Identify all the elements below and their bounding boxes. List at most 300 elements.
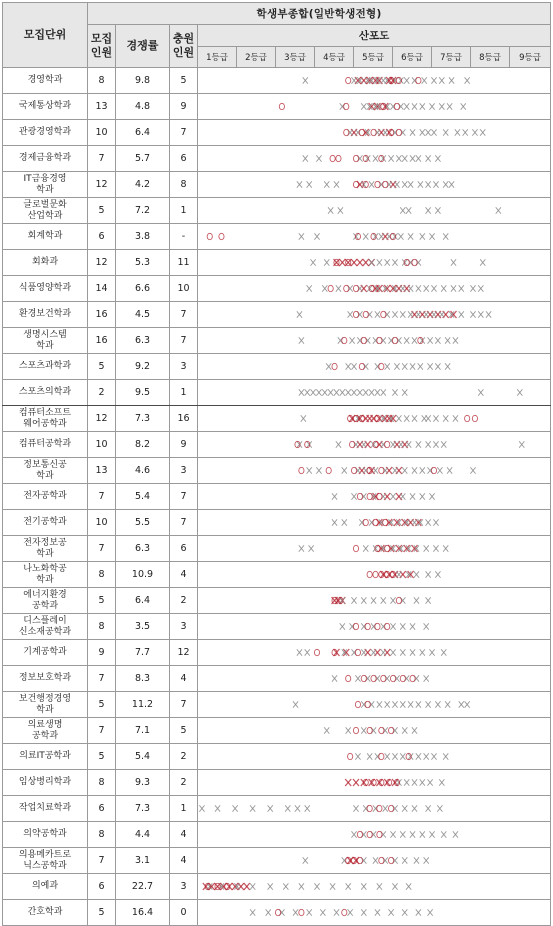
- rate-value: 6.3: [116, 536, 170, 562]
- scatter-mark-x: [410, 623, 415, 629]
- scatter-mark-o: [381, 675, 386, 681]
- extra-value: 2: [170, 770, 198, 796]
- scatter-mark-x: [517, 389, 522, 395]
- scatter-mark-x: [426, 155, 431, 161]
- scatter-cell: [198, 718, 551, 744]
- scatter-mark-o: [379, 467, 384, 473]
- scatter-plot: [198, 874, 550, 899]
- scatter-mark-x: [459, 311, 464, 317]
- table-row: [3, 94, 551, 120]
- scatter-mark-x: [429, 649, 434, 655]
- scatter-mark-x: [404, 103, 409, 109]
- grade-header: 5등급: [354, 47, 393, 68]
- scatter-cell: [198, 146, 551, 172]
- scatter-mark-x: [461, 103, 466, 109]
- scatter-mark-x: [441, 831, 446, 837]
- scatter-mark-o: [207, 233, 212, 239]
- scatter-mark-x: [400, 649, 405, 655]
- scatter-mark-o: [389, 805, 394, 811]
- scatter-cell: [198, 94, 551, 120]
- quota-value: 6: [88, 796, 116, 822]
- scatter-mark-o: [344, 103, 349, 109]
- scatter-mark-x: [377, 883, 382, 889]
- scatter-cell: [198, 900, 551, 926]
- unit-name: 식품영양학과: [3, 276, 88, 302]
- unit-name: 에너지환경 공학과: [3, 588, 88, 614]
- scatter-mark-x: [410, 155, 415, 161]
- scatter-mark-x: [293, 909, 298, 915]
- scatter-mark-o: [365, 701, 370, 707]
- extra-value: 7: [170, 328, 198, 354]
- scatter-plot: [198, 302, 550, 327]
- scatter-mark-x: [342, 519, 347, 525]
- table-row: [3, 536, 551, 562]
- extra-value: 3: [170, 614, 198, 640]
- scatter-mark-x: [424, 623, 429, 629]
- scatter-mark-o: [361, 337, 366, 343]
- scatter-mark-x: [410, 649, 415, 655]
- scatter-mark-x: [443, 415, 448, 421]
- table-row: [3, 198, 551, 224]
- table-row: [3, 302, 551, 328]
- scatter-mark-x: [324, 259, 329, 265]
- quota-value: 10: [88, 510, 116, 536]
- scatter-mark-x: [429, 493, 434, 499]
- scatter-cell: [198, 198, 551, 224]
- table-row: [3, 718, 551, 744]
- unit-name: 컴퓨터공학과: [3, 432, 88, 458]
- scatter-mark-o: [383, 519, 388, 525]
- scatter-mark-x: [420, 493, 425, 499]
- scatter-plot: [198, 848, 550, 873]
- scatter-mark-x: [299, 389, 304, 395]
- scatter-plot: [198, 276, 550, 301]
- scatter-mark-x: [404, 337, 409, 343]
- scatter-mark-x: [316, 155, 321, 161]
- scatter-mark-x: [443, 129, 448, 135]
- scatter-mark-x: [316, 389, 321, 395]
- extra-value: 5: [170, 718, 198, 744]
- scatter-mark-x: [410, 493, 415, 499]
- rate-value: 6.3: [116, 328, 170, 354]
- scatter-cell: [198, 484, 551, 510]
- scatter-mark-o: [350, 441, 355, 447]
- scatter-mark-x: [351, 389, 356, 395]
- scatter-mark-x: [369, 389, 374, 395]
- quota-value: 14: [88, 276, 116, 302]
- scatter-mark-x: [390, 597, 395, 603]
- scatter-mark-x: [431, 129, 436, 135]
- scatter-mark-x: [396, 155, 401, 161]
- scatter-mark-x: [406, 207, 411, 213]
- scatter-cell: [198, 276, 551, 302]
- scatter-mark-x: [420, 649, 425, 655]
- extra-value: 11: [170, 250, 198, 276]
- extra-value: 12: [170, 640, 198, 666]
- rate-value: 5.3: [116, 250, 170, 276]
- scatter-mark-x: [373, 467, 378, 473]
- quota-value: 9: [88, 640, 116, 666]
- scatter-cell: [198, 250, 551, 276]
- scatter-mark-o: [348, 753, 353, 759]
- scatter-mark-x: [250, 909, 255, 915]
- scatter-mark-o: [431, 467, 436, 473]
- scatter-mark-x: [443, 181, 448, 187]
- quota-value: 8: [88, 614, 116, 640]
- extra-value: 1: [170, 380, 198, 406]
- scatter-mark-x: [426, 441, 431, 447]
- quota-value: 5: [88, 198, 116, 224]
- scatter-mark-x: [303, 77, 308, 83]
- scatter-plot: [198, 406, 550, 431]
- scatter-mark-x: [453, 415, 458, 421]
- scatter-mark-x: [390, 623, 395, 629]
- scatter-mark-o: [390, 675, 395, 681]
- unit-name: 전자공학과: [3, 484, 88, 510]
- scatter-mark-x: [465, 77, 470, 83]
- scatter-mark-x: [420, 129, 425, 135]
- scatter-mark-x: [412, 727, 417, 733]
- extra-value: 3: [170, 458, 198, 484]
- scatter-mark-o: [389, 857, 394, 863]
- scatter-mark-o: [375, 181, 380, 187]
- scatter-mark-o: [299, 467, 304, 473]
- scatter-mark-x: [439, 77, 444, 83]
- scatter-mark-x: [383, 805, 388, 811]
- scatter-mark-o: [375, 623, 380, 629]
- scatter-mark-o: [353, 155, 358, 161]
- unit-name: 회계학과: [3, 224, 88, 250]
- scatter-mark-x: [371, 649, 376, 655]
- scatter-mark-x: [297, 181, 302, 187]
- quota-value: 7: [88, 718, 116, 744]
- scatter-mark-x: [385, 753, 390, 759]
- scatter-mark-x: [309, 545, 314, 551]
- scatter-mark-x: [301, 415, 306, 421]
- scatter-mark-x: [402, 467, 407, 473]
- scatter-mark-x: [361, 441, 366, 447]
- scatter-mark-x: [375, 909, 380, 915]
- scatter-mark-x: [400, 207, 405, 213]
- table-row: [3, 796, 551, 822]
- scatter-mark-x: [351, 831, 356, 837]
- scatter-mark-x: [351, 597, 356, 603]
- table-row: [3, 562, 551, 588]
- scatter-mark-x: [408, 233, 413, 239]
- scatter-mark-x: [437, 467, 442, 473]
- scatter-mark-x: [350, 337, 355, 343]
- scatter-mark-x: [519, 441, 524, 447]
- scatter-mark-x: [470, 467, 475, 473]
- quota-value: 13: [88, 458, 116, 484]
- scatter-mark-o: [359, 129, 364, 135]
- scatter-cell: [198, 302, 551, 328]
- unit-name: 디스플레이 신소재공학과: [3, 614, 88, 640]
- scatter-mark-o: [373, 519, 378, 525]
- extra-header: 충원 인원: [170, 25, 198, 68]
- rate-value: 9.5: [116, 380, 170, 406]
- scatter-mark-x: [297, 311, 302, 317]
- scatter-mark-x: [404, 415, 409, 421]
- extra-value: 10: [170, 276, 198, 302]
- scatter-mark-x: [285, 805, 290, 811]
- scatter-cell: [198, 822, 551, 848]
- scatter-mark-x: [424, 285, 429, 291]
- scatter-mark-x: [439, 103, 444, 109]
- scatter-mark-x: [266, 909, 271, 915]
- scatter-plot: [198, 822, 550, 847]
- scatter-mark-x: [389, 909, 394, 915]
- scatter-mark-x: [381, 389, 386, 395]
- scatter-mark-o: [383, 181, 388, 187]
- scatter-plot: [198, 484, 550, 509]
- unit-name: 의료생명 공학과: [3, 718, 88, 744]
- scatter-mark-x: [424, 753, 429, 759]
- scatter-mark-x: [392, 259, 397, 265]
- scatter-mark-x: [441, 649, 446, 655]
- scatter-mark-o: [355, 701, 360, 707]
- scatter-mark-x: [414, 597, 419, 603]
- scatter-mark-o: [381, 311, 386, 317]
- scatter-mark-x: [470, 311, 475, 317]
- scatter-mark-x: [390, 493, 395, 499]
- scatter-mark-o: [367, 727, 372, 733]
- scatter-mark-o: [385, 623, 390, 629]
- unit-name: 작업치료학과: [3, 796, 88, 822]
- scatter-mark-x: [470, 285, 475, 291]
- scatter-mark-o: [353, 623, 358, 629]
- rate-value: 4.2: [116, 172, 170, 198]
- scatter-mark-x: [433, 519, 438, 525]
- unit-name: 국제통상학과: [3, 94, 88, 120]
- scatter-mark-x: [351, 493, 356, 499]
- scatter-mark-x: [361, 727, 366, 733]
- scatter-mark-x: [324, 181, 329, 187]
- scatter-mark-x: [307, 467, 312, 473]
- scatter-mark-x: [361, 103, 366, 109]
- scatter-mark-x: [283, 883, 288, 889]
- scatter-mark-x: [340, 389, 345, 395]
- scatter-mark-x: [314, 233, 319, 239]
- scatter-mark-x: [426, 415, 431, 421]
- scatter-mark-x: [400, 493, 405, 499]
- scatter-mark-x: [346, 363, 351, 369]
- scatter-mark-o: [472, 415, 477, 421]
- scatter-mark-o: [342, 337, 347, 343]
- scatter-mark-x: [334, 909, 339, 915]
- scatter-mark-red: [339, 259, 345, 266]
- scatter-mark-o: [344, 285, 349, 291]
- scatter-mark-x: [322, 285, 327, 291]
- scatter-mark-x: [307, 181, 312, 187]
- table-row: [3, 68, 551, 94]
- scatter-mark-x: [398, 441, 403, 447]
- scatter-mark-o: [379, 727, 384, 733]
- scatter-mark-o: [330, 155, 335, 161]
- unit-name: 컴퓨터소프트 웨어공학과: [3, 406, 88, 432]
- scatter-mark-x: [303, 155, 308, 161]
- quota-value: 6: [88, 224, 116, 250]
- scatter-mark-x: [486, 311, 491, 317]
- scatter-mark-x: [441, 285, 446, 291]
- unit-name: 회화과: [3, 250, 88, 276]
- table-row: [3, 744, 551, 770]
- scatter-mark-x: [385, 259, 390, 265]
- scatter-mark-x: [320, 909, 325, 915]
- unit-name: 경제금융학과: [3, 146, 88, 172]
- scatter-plot: [198, 94, 550, 119]
- scatter-plot: [198, 614, 550, 639]
- grade-header: 4등급: [315, 47, 354, 68]
- scatter-mark-o: [346, 77, 351, 83]
- scatter-mark-o: [392, 337, 397, 343]
- extra-value: 0: [170, 900, 198, 926]
- unit-name: 기계공학과: [3, 640, 88, 666]
- scatter-mark-o: [396, 129, 401, 135]
- scatter-mark-o: [342, 909, 347, 915]
- table-row: [3, 484, 551, 510]
- scatter-mark-o: [299, 909, 304, 915]
- scatter-mark-x: [412, 467, 417, 473]
- scatter-mark-x: [443, 545, 448, 551]
- scatter-mark-x: [351, 363, 356, 369]
- scatter-cell: [198, 640, 551, 666]
- scatter-mark-x: [297, 649, 302, 655]
- scatter-mark-x: [472, 129, 477, 135]
- scatter-mark-o: [344, 129, 349, 135]
- scatter-mark-x: [433, 441, 438, 447]
- scatter-mark-x: [377, 259, 382, 265]
- scatter-mark-o: [379, 753, 384, 759]
- scatter-mark-x: [435, 701, 440, 707]
- scatter-plot: [198, 744, 550, 769]
- scatter-mark-x: [305, 389, 310, 395]
- scatter-mark-x: [478, 285, 483, 291]
- scatter-mark-o: [353, 727, 358, 733]
- table-row: [3, 354, 551, 380]
- scatter-mark-x: [361, 597, 366, 603]
- scatter-mark-x: [420, 233, 425, 239]
- scatter-mark-x: [418, 363, 423, 369]
- extra-value: 7: [170, 484, 198, 510]
- scatter-mark-o: [363, 311, 368, 317]
- scatter-mark-x: [449, 77, 454, 83]
- scatter-mark-x: [392, 753, 397, 759]
- scatter-cell: [198, 354, 551, 380]
- scatter-mark-red: [363, 259, 369, 266]
- scatter-mark-x: [426, 181, 431, 187]
- scatter-mark-x: [426, 207, 431, 213]
- unit-name: 글로벌문화 산업학과: [3, 198, 88, 224]
- scatter-plot: [198, 120, 550, 145]
- scatter-mark-o: [394, 103, 399, 109]
- scatter-mark-x: [293, 701, 298, 707]
- scatter-mark-o: [367, 571, 372, 577]
- rate-value: 5.5: [116, 510, 170, 536]
- scatter-mark-x: [400, 701, 405, 707]
- scatter-mark-o: [379, 363, 384, 369]
- grade-header: 7등급: [432, 47, 471, 68]
- scatter-mark-o: [359, 363, 364, 369]
- scatter-mark-o: [371, 675, 376, 681]
- scatter-cell: [198, 692, 551, 718]
- scatter-mark-x: [441, 441, 446, 447]
- scatter-mark-o: [389, 727, 394, 733]
- extra-value: 1: [170, 796, 198, 822]
- extra-value: 2: [170, 588, 198, 614]
- unit-name: 전자정보공 학과: [3, 536, 88, 562]
- scatter-mark-x: [437, 805, 442, 811]
- scatter-mark-x: [453, 831, 458, 837]
- scatter-mark-x: [418, 181, 423, 187]
- scatter-plot: [198, 198, 550, 223]
- scatter-mark-x: [428, 779, 433, 785]
- scatter-cell: [198, 614, 551, 640]
- rate-value: 6.4: [116, 120, 170, 146]
- extra-value: 6: [170, 146, 198, 172]
- scatter-mark-o: [385, 545, 390, 551]
- scatter-mark-x: [410, 363, 415, 369]
- unit-name: 보건행정경영 학과: [3, 692, 88, 718]
- scatter-mark-o: [357, 857, 362, 863]
- quota-value: 16: [88, 302, 116, 328]
- extra-value: -: [170, 224, 198, 250]
- quota-value: 8: [88, 770, 116, 796]
- scatter-cell: [198, 588, 551, 614]
- scatter-mark-o: [353, 311, 358, 317]
- scatter-mark-red: [345, 779, 351, 786]
- scatter-mark-x: [305, 649, 310, 655]
- scatter-plot: [198, 718, 550, 743]
- scatter-cell: [198, 432, 551, 458]
- table-row: [3, 692, 551, 718]
- unit-name: 생명시스템 학과: [3, 328, 88, 354]
- quota-value: 13: [88, 94, 116, 120]
- scatter-mark-x: [424, 545, 429, 551]
- scatter-cell: [198, 562, 551, 588]
- grade-header: 3등급: [276, 47, 315, 68]
- scatter-mark-red: [244, 883, 250, 890]
- table-row: [3, 770, 551, 796]
- scatter-mark-x: [351, 77, 356, 83]
- scatter-plot: [198, 354, 550, 379]
- rate-value: 10.9: [116, 562, 170, 588]
- quota-value: 7: [88, 146, 116, 172]
- unit-name: 의약공학과: [3, 822, 88, 848]
- scatter-mark-x: [451, 285, 456, 291]
- scatter-mark-x: [426, 571, 431, 577]
- scatter-mark-x: [332, 519, 337, 525]
- scatter-mark-x: [334, 389, 339, 395]
- scatter-mark-x: [447, 467, 452, 473]
- scatter-mark-x: [420, 779, 425, 785]
- scatter-mark-x: [402, 181, 407, 187]
- scatter-mark-x: [402, 363, 407, 369]
- rate-value: 9.8: [116, 68, 170, 94]
- quota-value: 12: [88, 250, 116, 276]
- scatter-mark-x: [424, 675, 429, 681]
- scatter-mark-x: [453, 337, 458, 343]
- unit-name: IT금융경영 학과: [3, 172, 88, 198]
- extra-value: 3: [170, 874, 198, 900]
- rate-value: 4.5: [116, 302, 170, 328]
- scatter-mark-x: [346, 727, 351, 733]
- scatter-mark-x: [381, 649, 386, 655]
- table-row: [3, 250, 551, 276]
- scatter-mark-red: [351, 259, 357, 266]
- scatter-mark-x: [431, 311, 436, 317]
- scatter-cell: [198, 458, 551, 484]
